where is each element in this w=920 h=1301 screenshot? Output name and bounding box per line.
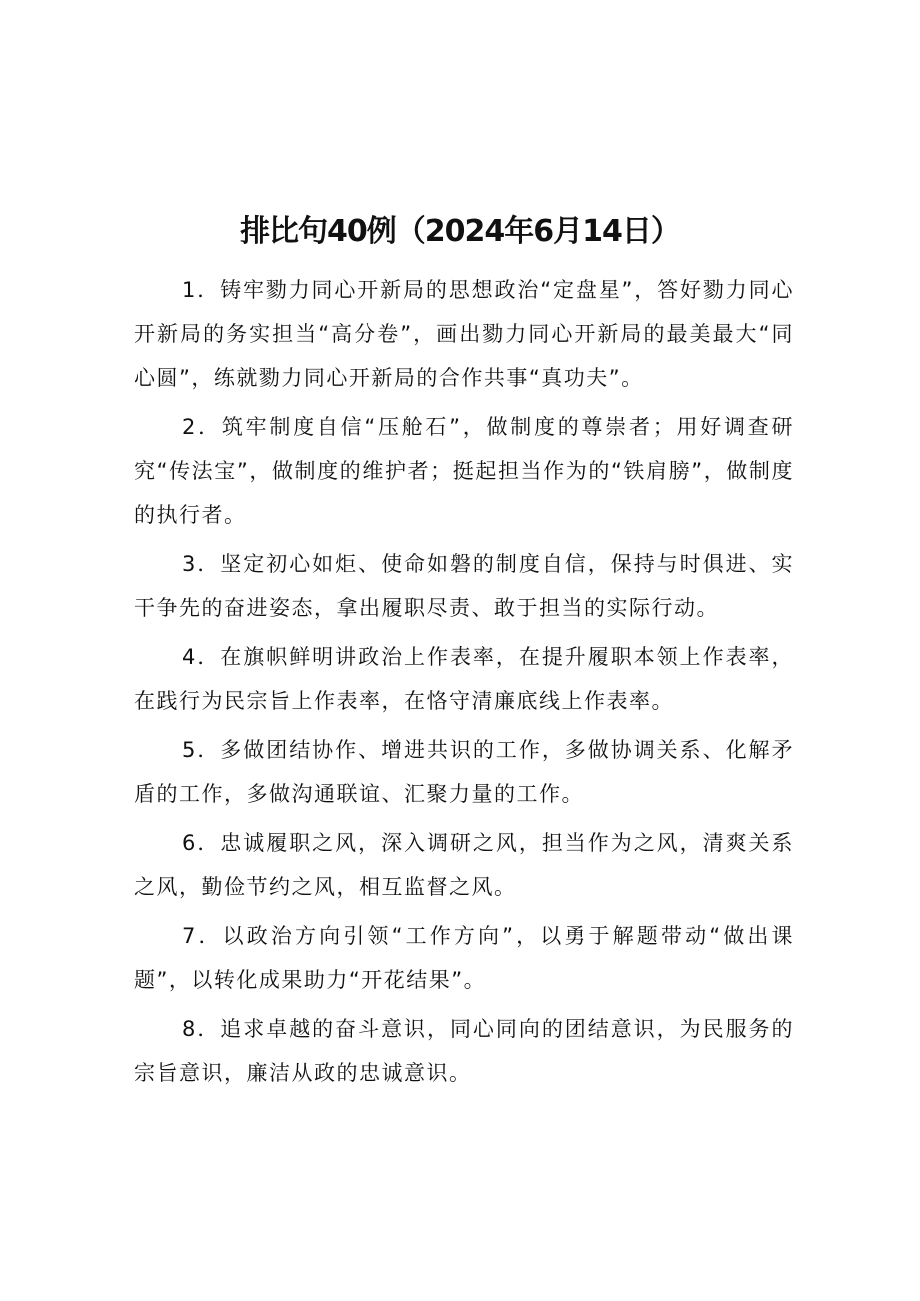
paragraph-2: 2．筑牢制度自信“压舱石”，做制度的尊崇者；用好调查研究“传法宝”，做制度的维护者；挺起担当作为的“铁肩膀”，做制度的执行者。: [134, 415, 794, 527]
paragraph-1: 1．铸牢勠力同心开新局的思想政治“定盘星”，答好勠力同心开新局的务实担当“高分卷”，画出勠力同心开新局的最美最大“同心圆”，练就勠力同心开新局的合作共事“真功夫”。: [134, 278, 794, 390]
paragraph-7: 7．以政治方向引领“工作方向”，以勇于解题带动“做出课题”，以转化成果助力“开花结果”。: [134, 924, 794, 992]
paragraph-8: 8．追求卓越的奋斗意识，同心同向的团结意识，为民服务的宗旨意识，廉洁从政的忠诚意识。: [134, 1017, 794, 1085]
document-body: [134, 268, 794, 1100]
paragraph-4: 4．在旗帜鲜明讲政治上作表率，在提升履职本领上作表率，在践行为民宗旨上作表率，在恪守清廉底线上作表率。: [134, 645, 794, 713]
paragraph-3: 3．坚定初心如炬、使命如磐的制度自信，保持与时俱进、实干争先的奋进姿态，拿出履职尽责、敢于担当的实际行动。: [134, 552, 794, 620]
paragraph-6: 6．忠诚履职之风，深入调研之风，担当作为之风，清爽关系之风，勤俭节约之风，相互监督之风。: [134, 831, 794, 899]
paragraph-5: 5．多做团结协作、增进共识的工作，多做协调关系、化解矛盾的工作，多做沟通联谊、汇聚力量的工作。: [134, 738, 794, 806]
document-title: 排比句40例（2024年6月14日）: [240, 214, 680, 249]
